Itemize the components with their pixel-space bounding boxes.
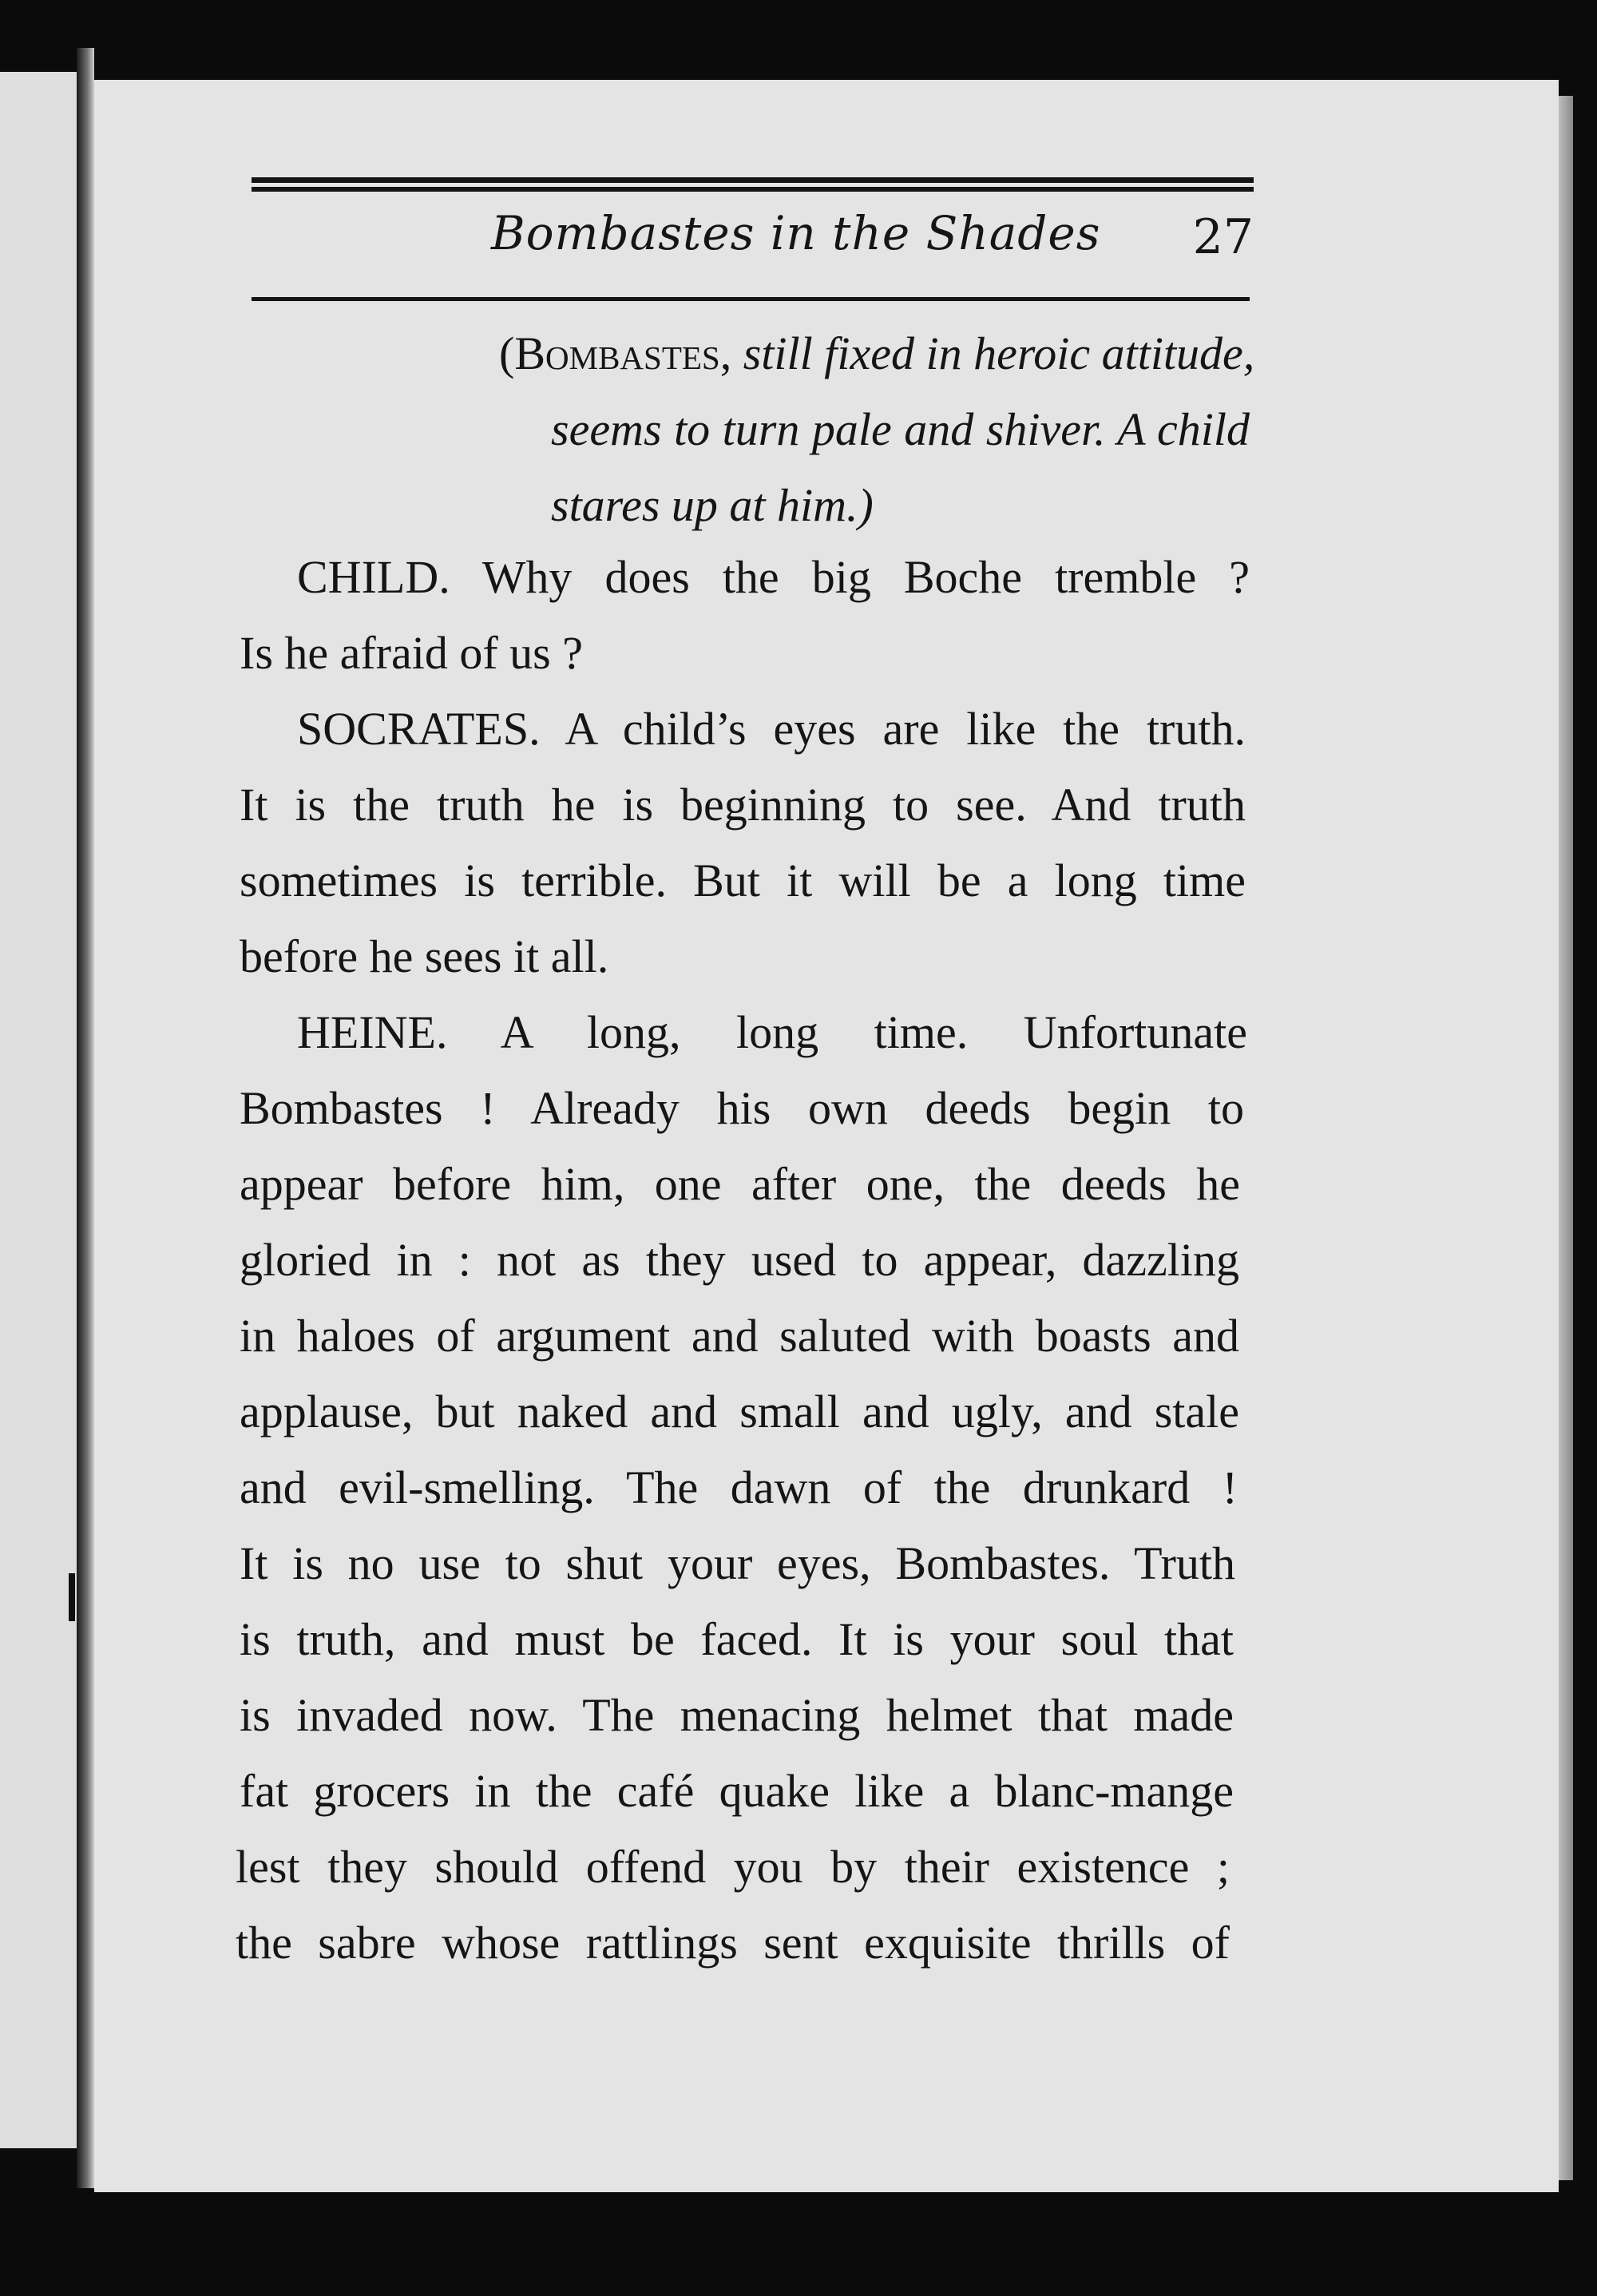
text-line: the sabre whose rattlings sent exquisite thrills of — [236, 1917, 1230, 1969]
text-line: appear before him, one after one, the deeds he — [240, 1158, 1240, 1210]
facing-page-edge — [0, 72, 77, 2148]
page-edge-right — [1559, 96, 1573, 2180]
header-double-rule — [252, 177, 1254, 193]
stage-direction-line: seems to turn pale and shiver. A child — [551, 403, 1250, 455]
text-line: before he sees it all. — [240, 930, 609, 982]
scan-mark — [69, 1573, 75, 1621]
running-title: Bombastes in the Shades — [491, 206, 1101, 260]
stage-direction-line — [499, 326, 1255, 382]
text-line: Is he afraid of us ? — [240, 627, 583, 679]
stage-direction-text: still fixed in heroic attitude, — [743, 327, 1255, 379]
text-line: Bombastes ! Already his own deeds begin to — [240, 1082, 1244, 1134]
text-line: sometimes is terrible. But it will be a long time — [240, 855, 1246, 906]
header-rule — [252, 297, 1250, 301]
stage-direction-line: stares up at him.) — [551, 479, 874, 531]
text-line: It is the truth he is beginning to see. And truth — [240, 779, 1246, 831]
text-line: gloried in : not as they used to appear, dazzling — [240, 1234, 1239, 1286]
text-line: in haloes of argument and saluted with boasts and — [240, 1310, 1239, 1362]
book-gutter — [77, 48, 94, 2188]
text-line: is invaded now. The menacing helmet that made — [240, 1689, 1234, 1741]
text-line: It is no use to shut your eyes, Bombastes. Truth — [240, 1537, 1235, 1589]
text-line: CHILD. Why does the big Boche tremble ? — [297, 551, 1250, 603]
text-line: HEINE. A long, long time. Unfortunate — [297, 1006, 1247, 1058]
text-line: and evil-smelling. The dawn of the drunkard ! — [240, 1461, 1238, 1513]
text-line: lest they should offend you by their existence ; — [236, 1841, 1230, 1893]
text-line: is truth, and must be faced. It is your soul that — [240, 1613, 1234, 1665]
speaker-name: (Bombastes, — [499, 327, 732, 379]
text-line: fat grocers in the café quake like a blanc-mange — [240, 1765, 1234, 1817]
text-line: applause, but naked and small and ugly, and stale — [240, 1386, 1239, 1437]
text-line: SOCRATES. A child’s eyes are like the truth. — [297, 703, 1246, 755]
page-number: 27 — [1192, 209, 1254, 265]
